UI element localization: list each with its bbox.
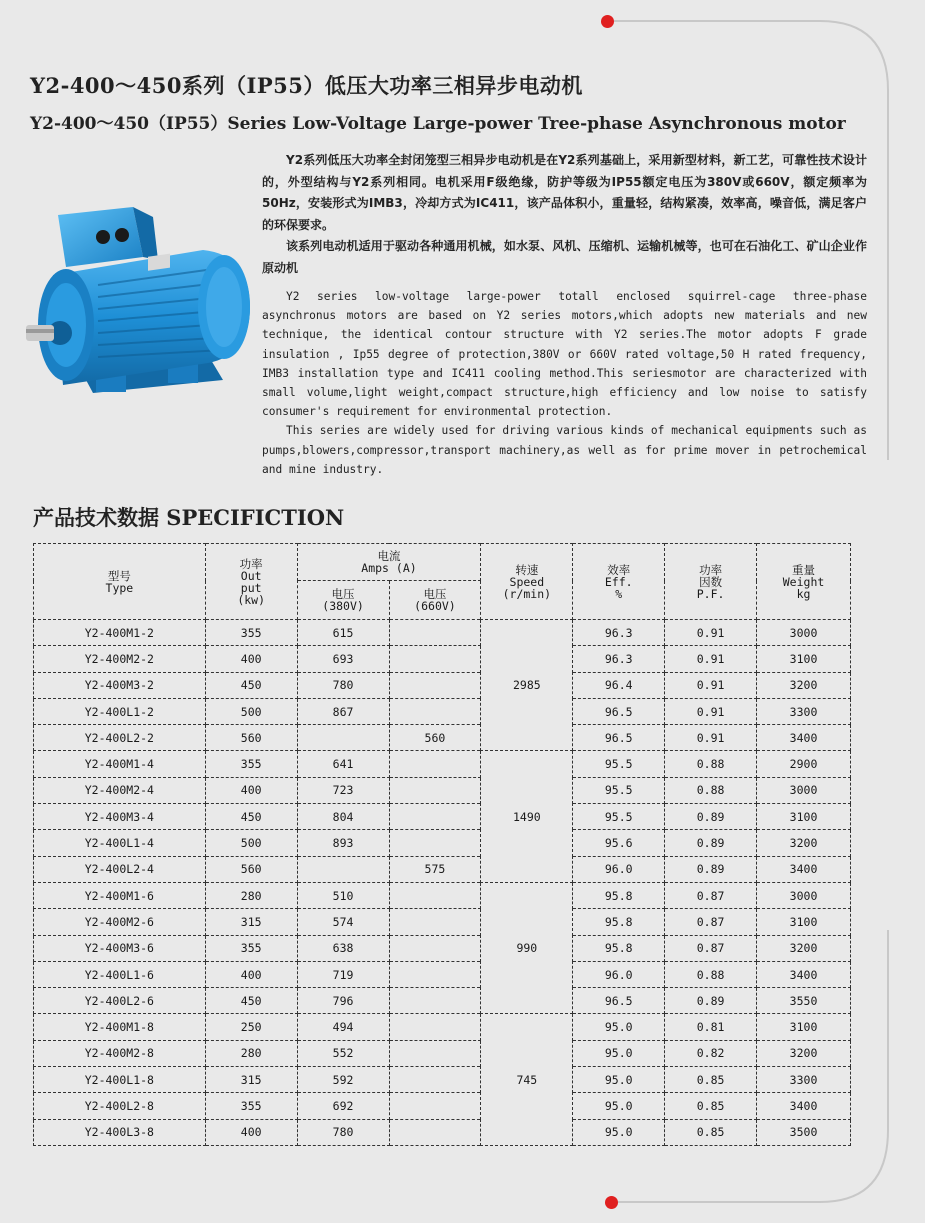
- cell-output: 500: [205, 830, 297, 856]
- cell-weight: 3200: [757, 830, 851, 856]
- header-weight-cn: 重量: [792, 562, 816, 577]
- cell-output: 355: [205, 751, 297, 777]
- cell-amps-380v: 723: [297, 777, 389, 803]
- cell-weight: 3400: [757, 961, 851, 987]
- cell-eff: 95.8: [573, 909, 665, 935]
- header-eff: [573, 544, 665, 620]
- cell-weight: 3100: [757, 646, 851, 672]
- header-eff-en: Eff.: [604, 574, 633, 589]
- cell-amps-380v: 893: [297, 830, 389, 856]
- page-title-en: Y2-400～450（IP55）Series Low-Voltage Large-power Tree-phase Asynchronous motor: [30, 114, 846, 134]
- header-eff-unit: %: [615, 586, 623, 601]
- cell-amps-380v: 574: [297, 909, 389, 935]
- cell-amps-380v: 693: [297, 646, 389, 672]
- cell-amps-660v: [389, 935, 481, 961]
- table-row: [34, 1067, 851, 1093]
- cell-eff: 95.6: [573, 830, 665, 856]
- cell-type: Y2-400L1-4: [34, 830, 206, 856]
- cell-type: Y2-400L1-8: [34, 1067, 206, 1093]
- cell-output: 280: [205, 1040, 297, 1066]
- spec-table: [33, 543, 851, 1146]
- cell-weight: 3200: [757, 1040, 851, 1066]
- header-380v-cn: 电压: [331, 587, 355, 601]
- table-row: [34, 935, 851, 961]
- cell-type: Y2-400M1-2: [34, 620, 206, 646]
- cell-type: Y2-400M2-8: [34, 1040, 206, 1066]
- cell-eff: 95.5: [573, 804, 665, 830]
- cell-type: Y2-400L2-4: [34, 856, 206, 882]
- header-pf-cn2: 因数: [699, 574, 723, 589]
- cell-pf: 0.85: [665, 1067, 757, 1093]
- cell-eff: 95.0: [573, 1093, 665, 1119]
- intro-cn-paragraph-1: Y2系列低压大功率全封闭笼型三相异步电动机是在Y2系列基础上，采用新型材料，新工艺，可靠性技术设计的，外型结构与Y2系列相同。电机采用F级绝缘，防护等级为IP55额定电压为380V或660V，额定频率为50Hz，安装形式为IMB3，冷却方式为IC411，该产品体积小，重量轻，结构紧凑，效率高，噪音低，满足客户的环保要求。: [262, 153, 867, 232]
- cell-amps-660v: 560: [389, 725, 481, 751]
- header-weight-unit: kg: [796, 586, 811, 601]
- cell-type: Y2-400L2-2: [34, 725, 206, 751]
- cell-pf: 0.91: [665, 672, 757, 698]
- cell-type: Y2-400M1-6: [34, 882, 206, 908]
- cell-weight: 3000: [757, 882, 851, 908]
- header-speed-en: Speed: [509, 574, 545, 589]
- cell-eff: 95.0: [573, 1014, 665, 1040]
- cell-weight: 3100: [757, 1014, 851, 1040]
- cell-output: 400: [205, 646, 297, 672]
- cell-amps-380v: 592: [297, 1067, 389, 1093]
- cell-type: Y2-400M3-6: [34, 935, 206, 961]
- header-output: [205, 544, 297, 620]
- cell-pf: 0.88: [665, 751, 757, 777]
- cell-type: Y2-400M1-4: [34, 751, 206, 777]
- cell-amps-380v: 719: [297, 961, 389, 987]
- cell-pf: 0.85: [665, 1119, 757, 1145]
- cell-eff: 96.3: [573, 620, 665, 646]
- header-amps-unit: (A): [395, 561, 417, 575]
- table-row: [34, 1119, 851, 1145]
- cell-weight: 3000: [757, 620, 851, 646]
- cell-eff: 96.5: [573, 988, 665, 1014]
- cell-amps-660v: [389, 961, 481, 987]
- cell-amps-660v: [389, 620, 481, 646]
- intro-en-paragraph-1: Y2 series low-voltage large-power totall enclosed squirrel-cage three-phase asynchronus motors are based on Y2 series motors,which adopts new materials and new technique, the identical contour structure with Y2 series.The motor adopts F grade insulation , Ip55 degree of protection,380V or 660V rated voltage,50 H rated frequency, IMB3 installation type and IC411 cooling method.This seriesmotor are characterized with small volume,light weight,compact structure,high efficiency and low noise to satisfy consumer's requirement for environmental protection.: [262, 290, 867, 419]
- header-output-cn: 功率: [239, 556, 263, 571]
- table-row: [34, 1093, 851, 1119]
- intro-en-paragraph-2: This series are widely used for driving various kinds of mechanical equipments such as pumps,blowers,compressor,transport machinery,as well as for prime mover in petrochemical and mine industry.: [262, 424, 867, 476]
- cell-output: 450: [205, 988, 297, 1014]
- header-660v-cn: 电压: [423, 587, 447, 601]
- table-row: [34, 909, 851, 935]
- cell-weight: 3300: [757, 698, 851, 724]
- cell-pf: 0.91: [665, 646, 757, 672]
- cell-weight: 3200: [757, 672, 851, 698]
- cell-amps-660v: [389, 646, 481, 672]
- cell-amps-380v: 796: [297, 988, 389, 1014]
- header-type-en: Type: [105, 580, 134, 595]
- cell-eff: 96.5: [573, 725, 665, 751]
- cell-type: Y2-400L2-8: [34, 1093, 206, 1119]
- cell-output: 250: [205, 1014, 297, 1040]
- bottom-red-dot: [605, 1196, 618, 1209]
- cell-type: Y2-400L2-6: [34, 988, 206, 1014]
- spec-section-title: 产品技术数据 SPECIFICTION: [33, 505, 345, 530]
- header-weight-en: Weight: [782, 574, 825, 589]
- intro-cn-paragraph-2: 该系列电动机适用于驱动各种通用机械，如水泵、风机、压缩机、运输机械等，也可在石油化工、矿山企业作原动机: [262, 239, 867, 275]
- cell-eff: 95.0: [573, 1119, 665, 1145]
- cell-eff: 96.3: [573, 646, 665, 672]
- cell-type: Y2-400M1-8: [34, 1014, 206, 1040]
- cell-amps-380v: 494: [297, 1014, 389, 1040]
- cell-amps-380v: 641: [297, 751, 389, 777]
- cell-output: 280: [205, 882, 297, 908]
- cell-eff: 95.5: [573, 777, 665, 803]
- cell-type: Y2-400L1-6: [34, 961, 206, 987]
- cell-output: 355: [205, 620, 297, 646]
- cell-weight: 3400: [757, 725, 851, 751]
- header-amps-cn: 电流: [377, 549, 401, 563]
- table-row: [34, 620, 851, 646]
- cell-pf: 0.87: [665, 882, 757, 908]
- table-row: [34, 777, 851, 803]
- table-row: [34, 646, 851, 672]
- cell-pf: 0.91: [665, 620, 757, 646]
- cell-speed: 745: [481, 1014, 573, 1145]
- header-amps: [297, 544, 481, 581]
- cell-eff: 96.4: [573, 672, 665, 698]
- cell-amps-380v: 804: [297, 804, 389, 830]
- table-row: [34, 856, 851, 882]
- cell-output: 355: [205, 1093, 297, 1119]
- cell-amps-660v: 575: [389, 856, 481, 882]
- header-660v-label: (660V): [414, 599, 456, 613]
- cell-amps-380v: [297, 725, 389, 751]
- cell-eff: 95.0: [573, 1040, 665, 1066]
- cell-pf: 0.85: [665, 1093, 757, 1119]
- cell-output: 355: [205, 935, 297, 961]
- table-row: [34, 961, 851, 987]
- cell-type: Y2-400L1-2: [34, 698, 206, 724]
- cell-output: 400: [205, 777, 297, 803]
- cell-output: 560: [205, 856, 297, 882]
- cell-pf: 0.87: [665, 935, 757, 961]
- table-row: [34, 804, 851, 830]
- cell-amps-660v: [389, 1040, 481, 1066]
- cell-amps-380v: 867: [297, 698, 389, 724]
- header-pf-cn1: 功率: [699, 562, 723, 577]
- cell-eff: 95.5: [573, 751, 665, 777]
- header-type: [34, 544, 206, 620]
- cell-output: 450: [205, 804, 297, 830]
- cell-pf: 0.91: [665, 698, 757, 724]
- cell-type: Y2-400L3-8: [34, 1119, 206, 1145]
- table-row: [34, 672, 851, 698]
- cell-weight: 3000: [757, 777, 851, 803]
- header-speed: [481, 544, 573, 620]
- cell-type: Y2-400M2-2: [34, 646, 206, 672]
- cell-amps-380v: 692: [297, 1093, 389, 1119]
- table-row: [34, 882, 851, 908]
- cell-weight: 3300: [757, 1067, 851, 1093]
- header-eff-cn: 效率: [607, 562, 631, 577]
- top-red-dot: [601, 15, 614, 28]
- cell-amps-660v: [389, 909, 481, 935]
- header-660v: [389, 581, 481, 620]
- cell-weight: 3400: [757, 856, 851, 882]
- cell-pf: 0.89: [665, 856, 757, 882]
- cell-weight: 3200: [757, 935, 851, 961]
- cell-type: Y2-400M2-4: [34, 777, 206, 803]
- header-speed-unit: (r/min): [502, 586, 552, 601]
- intro-english: [262, 287, 867, 479]
- cell-pf: 0.89: [665, 988, 757, 1014]
- cell-speed: 990: [481, 882, 573, 1013]
- cell-output: 560: [205, 725, 297, 751]
- cell-eff: 95.8: [573, 935, 665, 961]
- cell-amps-660v: [389, 804, 481, 830]
- intro-chinese: [262, 150, 867, 279]
- cell-weight: 3100: [757, 909, 851, 935]
- header-output-en1: Out: [240, 568, 262, 583]
- cell-output: 315: [205, 909, 297, 935]
- cell-amps-660v: [389, 1093, 481, 1119]
- cell-amps-660v: [389, 988, 481, 1014]
- table-row: [34, 988, 851, 1014]
- cell-amps-380v: [297, 856, 389, 882]
- header-380v: [297, 581, 389, 620]
- header-output-unit: (kw): [237, 592, 266, 607]
- cell-amps-660v: [389, 1067, 481, 1093]
- cell-amps-380v: 638: [297, 935, 389, 961]
- cell-pf: 0.82: [665, 1040, 757, 1066]
- cell-type: Y2-400M3-4: [34, 804, 206, 830]
- spec-table-body: [34, 620, 851, 1146]
- cell-output: 400: [205, 961, 297, 987]
- header-380v-label: (380V): [322, 599, 364, 613]
- cell-eff: 95.0: [573, 1067, 665, 1093]
- header-type-cn: 型号: [107, 568, 131, 583]
- table-row: [34, 1040, 851, 1066]
- cell-weight: 3400: [757, 1093, 851, 1119]
- cell-pf: 0.81: [665, 1014, 757, 1040]
- table-row: [34, 751, 851, 777]
- cell-pf: 0.89: [665, 830, 757, 856]
- cell-amps-380v: 780: [297, 1119, 389, 1145]
- cell-weight: 3100: [757, 804, 851, 830]
- cell-amps-660v: [389, 698, 481, 724]
- cell-pf: 0.89: [665, 804, 757, 830]
- page-title-cn: Y2-400～450系列（IP55）低压大功率三相异步电动机: [30, 73, 583, 98]
- cell-output: 450: [205, 672, 297, 698]
- cell-amps-660v: [389, 1014, 481, 1040]
- cell-eff: 96.0: [573, 961, 665, 987]
- table-row: [34, 1014, 851, 1040]
- cell-amps-380v: 615: [297, 620, 389, 646]
- cell-pf: 0.88: [665, 777, 757, 803]
- header-amps-en: Amps: [361, 561, 389, 575]
- cell-amps-660v: [389, 882, 481, 908]
- header-pf-en: P.F.: [696, 586, 725, 601]
- motor-product-image: [18, 195, 256, 420]
- cell-output: 400: [205, 1119, 297, 1145]
- cell-weight: 3550: [757, 988, 851, 1014]
- table-row: [34, 830, 851, 856]
- cell-amps-660v: [389, 1119, 481, 1145]
- cell-pf: 0.91: [665, 725, 757, 751]
- table-row: [34, 725, 851, 751]
- header-speed-cn: 转速: [515, 562, 539, 577]
- cell-amps-660v: [389, 777, 481, 803]
- cell-weight: 2900: [757, 751, 851, 777]
- header-weight: [757, 544, 851, 620]
- cell-output: 315: [205, 1067, 297, 1093]
- cell-amps-380v: 552: [297, 1040, 389, 1066]
- cell-amps-380v: 780: [297, 672, 389, 698]
- cell-eff: 96.0: [573, 856, 665, 882]
- cell-amps-660v: [389, 830, 481, 856]
- cell-speed: 2985: [481, 620, 573, 751]
- cell-weight: 3500: [757, 1119, 851, 1145]
- header-pf: [665, 544, 757, 620]
- header-output-en2: put: [240, 580, 262, 595]
- cell-amps-380v: 510: [297, 882, 389, 908]
- cell-speed: 1490: [481, 751, 573, 882]
- cell-amps-660v: [389, 672, 481, 698]
- cell-pf: 0.87: [665, 909, 757, 935]
- cell-pf: 0.88: [665, 961, 757, 987]
- table-row: [34, 698, 851, 724]
- cell-amps-660v: [389, 751, 481, 777]
- cell-output: 500: [205, 698, 297, 724]
- cell-eff: 95.8: [573, 882, 665, 908]
- cell-type: Y2-400M2-6: [34, 909, 206, 935]
- cell-eff: 96.5: [573, 698, 665, 724]
- cell-type: Y2-400M3-2: [34, 672, 206, 698]
